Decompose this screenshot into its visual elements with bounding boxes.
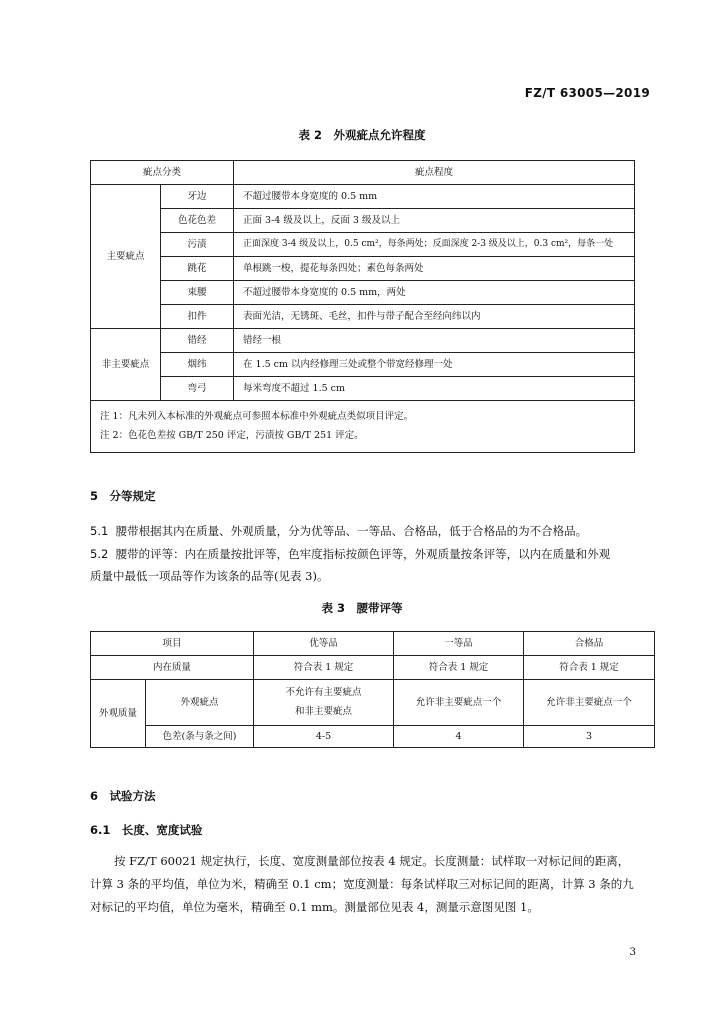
defect-degree: 正面深度 3-4 级及以上，0.5 cm²，每条两处；反面深度 2-3 级及以上，0.3 cm²，每条一处: [234, 233, 635, 257]
page-number: 3: [629, 946, 636, 958]
table-header-row: [91, 632, 655, 656]
row-label: 外观疵点: [146, 680, 254, 726]
paragraph-line: 对标记的平均值，单位为毫米，精确至 0.1 mm。测量部位见表 4，测量示意图见图 1。: [90, 900, 539, 914]
defect-item: 弯弓: [161, 377, 234, 401]
defect-degree: 在 1.5 cm 以内经修理三处或整个带宽经修理一处: [234, 353, 635, 377]
table-header-row: [91, 161, 635, 185]
defect-degree: 不超过腰带本身宽度的 0.5 mm: [234, 185, 635, 209]
table-row: [91, 680, 655, 726]
defect-item: 色花色差: [161, 209, 234, 233]
cell: 允许非主要疵点一个: [524, 680, 655, 726]
defect-item: 烟纬: [161, 353, 234, 377]
section-5-title: 5 分等规定: [90, 489, 156, 503]
row-label: 色差(条与条之间): [146, 726, 254, 748]
cell: 4: [394, 726, 524, 748]
defect-degree: 单根跳一梭，提花每条四处；素色每条两处: [234, 257, 635, 281]
clause-5-2-cont: 质量中最低一项品等作为该条的品等(见表 3)。: [90, 569, 329, 583]
table-row: [91, 257, 635, 281]
standard-number: FZ/T 63005—2019: [524, 86, 650, 100]
header-degree: 疵点程度: [234, 161, 635, 185]
cell: 3: [524, 726, 655, 748]
clause-5-2: [90, 543, 650, 565]
defect-item: 错经: [161, 329, 234, 353]
grading-table: [90, 631, 655, 748]
defect-item: 牙边: [161, 185, 234, 209]
group-minor: 非主要疵点: [91, 329, 161, 401]
table-row: [91, 377, 635, 401]
table-row: [91, 281, 635, 305]
paragraph-line: 计算 3 条的平均值，单位为米，精确至 0.1 cm；宽度测量：每条试样取三对标记间的距离，计算 3 条的九: [90, 877, 634, 891]
paragraph-line: 按 FZ/T 60021 规定执行，长度、宽度测量部位按表 4 规定。长度测量：试样取一对标记间的距离，: [114, 854, 630, 868]
table-row: [91, 726, 655, 748]
defect-degree: 不超过腰带本身宽度的 0.5 mm，两处: [234, 281, 635, 305]
cell: 符合表 1 规定: [254, 656, 394, 680]
defect-degree: 错经一根: [234, 329, 635, 353]
defect-item: 扣件: [161, 305, 234, 329]
header-excellent: 优等品: [254, 632, 394, 656]
table-row: [91, 305, 635, 329]
table-row: [91, 185, 635, 209]
cell-line: 和非主要疵点: [295, 705, 353, 717]
clause-number: 5.1: [90, 524, 109, 538]
defect-item: 束腰: [161, 281, 234, 305]
defect-degree: 每米弯度不超过 1.5 cm: [234, 377, 635, 401]
cell: [254, 680, 394, 726]
header-category: 疵点分类: [91, 161, 234, 185]
table3-caption: 表 3 腰带评等: [321, 601, 403, 615]
section-6-1-title: 6.1 长度、宽度试验: [90, 823, 203, 837]
cell: 4-5: [254, 726, 394, 748]
table-row: [91, 656, 655, 680]
cell: 允许非主要疵点一个: [394, 680, 524, 726]
section-6-title: 6 试验方法: [90, 789, 156, 803]
header-item: 项目: [91, 632, 254, 656]
defect-degree: 表面光洁，无锈斑、毛丝，扣件与带子配合至经向纬以内: [234, 305, 635, 329]
clause-text: 腰带的评等：内在质量按批评等，色牢度指标按颜色评等，外观质量按条评等，以内在质量和外观: [115, 547, 611, 561]
cell-line: 不允许有主要疵点: [285, 687, 362, 699]
defect-item: 污渍: [161, 233, 234, 257]
clause-text: 腰带根据其内在质量、外观质量，分为优等品、一等品、合格品，低于合格品的为不合格品。: [115, 524, 588, 538]
table2-caption: 表 2 外观疵点允许程度: [298, 128, 426, 142]
table-row: [91, 209, 635, 233]
cell: 符合表 1 规定: [524, 656, 655, 680]
note-2: 注 2：色花色差按 GB/T 250 评定，污渍按 GB/T 251 评定。: [100, 430, 364, 442]
clause-5-1: [90, 520, 650, 542]
table-row: [91, 329, 635, 353]
header-qualified: 合格品: [524, 632, 655, 656]
notes-row: [91, 401, 635, 453]
defect-table: [90, 160, 635, 453]
table-notes: [91, 401, 635, 453]
table-row: [91, 353, 635, 377]
header-first: 一等品: [394, 632, 524, 656]
clause-number: 5.2: [90, 547, 109, 561]
appearance-label: 外观质量: [91, 680, 146, 748]
defect-item: 跳花: [161, 257, 234, 281]
group-main: 主要疵点: [91, 185, 161, 329]
defect-degree: 正面 3-4 级及以上，反面 3 级及以上: [234, 209, 635, 233]
row-label: 内在质量: [91, 656, 254, 680]
table-row: [91, 233, 635, 257]
cell: 符合表 1 规定: [394, 656, 524, 680]
note-1: 注 1：凡未列入本标准的外观疵点可参照本标准中外观疵点类似项目评定。: [100, 411, 414, 422]
